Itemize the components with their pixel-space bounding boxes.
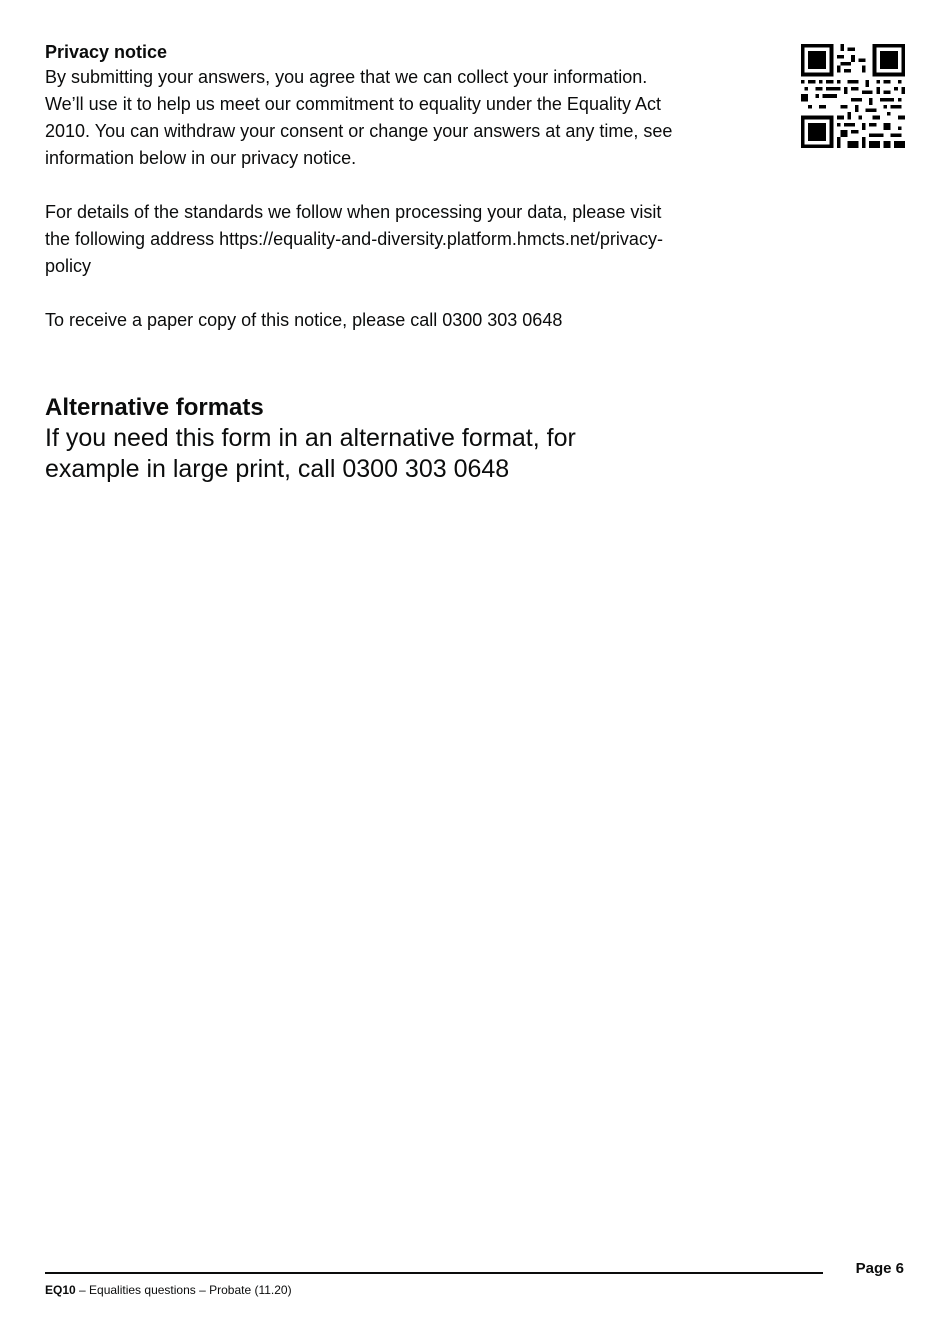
privacy-paper-copy-paragraph: To receive a paper copy of this notice, please call 0300 303 0648 (45, 310, 563, 330)
privacy-notice-section (45, 40, 685, 361)
footer-form-reference (45, 1283, 292, 1298)
alternative-formats-section (45, 392, 645, 485)
footer-form-code: EQ10 (45, 1283, 76, 1297)
qr-code-icon (801, 44, 905, 148)
alternative-formats-heading: Alternative formats (45, 394, 264, 421)
footer-form-description: – Equalities questions – Probate (11.20) (75, 1283, 292, 1297)
privacy-consent-paragraph: By submitting your answers, you agree that we can collect your information. We’ll use it to help us meet our commitment to equality under the Equality Act 2010. You can withdraw your consent or change your answers at any time, see information below in our privacy notice. (45, 67, 673, 168)
privacy-standards-paragraph: For details of the standards we follow when processing your data, please visit the following address https://equality-and-diversity.platform.hmcts.net/privacy-policy (45, 202, 663, 276)
footer-divider (45, 1272, 823, 1274)
page-number: Page 6 (855, 1260, 904, 1277)
alternative-formats-body: If you need this form in an alternative format, for example in large print, call 0300 303 0648 (45, 424, 576, 483)
privacy-notice-heading: Privacy notice (45, 42, 168, 62)
